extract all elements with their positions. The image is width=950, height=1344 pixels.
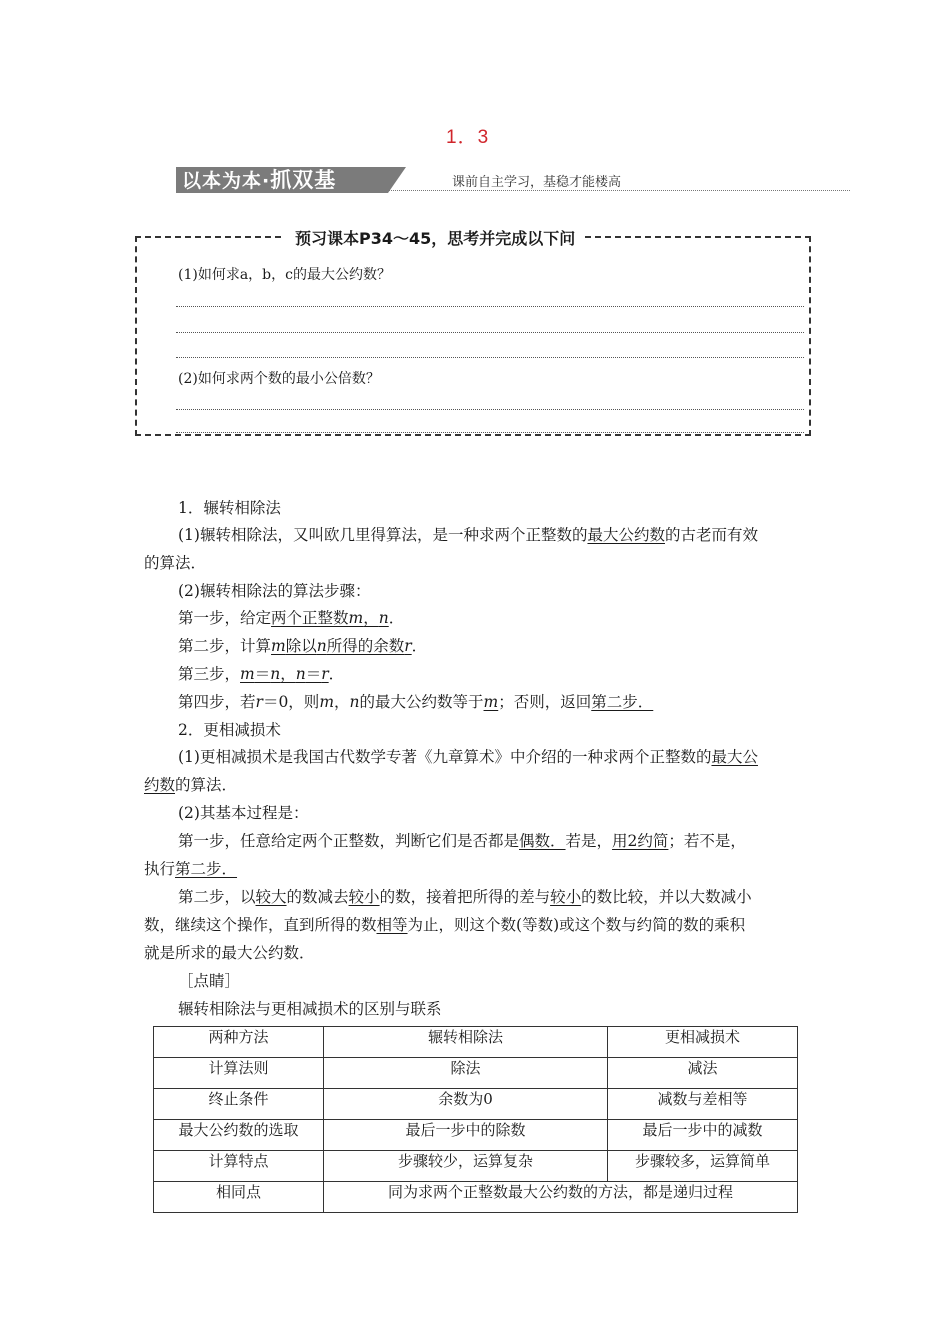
table-row	[154, 1058, 798, 1089]
text: 第四步，若	[178, 693, 256, 711]
text: 执行	[144, 860, 176, 878]
table-header-cell: 更相减损术	[608, 1027, 798, 1058]
text: ；若不是，	[668, 832, 746, 850]
answer-line	[176, 332, 804, 333]
paragraph	[178, 746, 758, 768]
variable: r	[404, 637, 412, 655]
answer-line	[176, 306, 804, 307]
table-row	[154, 1151, 798, 1182]
text: 所得的余数	[326, 637, 405, 655]
banner-title-b: 抓双基	[270, 168, 337, 192]
text: 除以	[285, 637, 317, 655]
heading-subtraction: 2．更相减损术	[178, 721, 281, 739]
preview-question-1: (1)如何求a，b，c的最大公约数？	[178, 267, 391, 283]
table-cell: 相同点	[154, 1182, 324, 1213]
text: 的数比较，并以大数减小	[581, 888, 752, 906]
text: ，	[334, 693, 350, 711]
table-cell: 减数与差相等	[608, 1089, 798, 1120]
step-line	[178, 830, 746, 852]
answer-underlined: 用2约简	[612, 832, 669, 850]
variable: m	[271, 637, 286, 655]
paragraph	[144, 774, 237, 796]
answer-underlined: 第二步．	[591, 693, 654, 711]
section-number: 1．3	[446, 127, 490, 148]
preview-title: 预习课本P34～45，思考并完成以下问	[285, 226, 585, 249]
variable: r	[255, 693, 263, 711]
text: 第二步，计算	[178, 637, 272, 655]
answer-underlined: 最大公	[711, 748, 758, 766]
paragraph: (2)辗转相除法的算法步骤：	[178, 582, 371, 600]
text: 第一步，任意给定两个正整数，判断它们是否都是	[178, 832, 520, 850]
table-cell: 最大公约数的选取	[154, 1120, 324, 1151]
step-line	[144, 914, 745, 936]
text: 第一步，给定	[178, 609, 272, 627]
text: 第三步，	[178, 665, 241, 683]
variable: m	[319, 693, 335, 711]
table-cell: 减法	[608, 1058, 798, 1089]
step-line: 就是所求的最大公约数．	[144, 944, 315, 962]
step-line	[178, 607, 404, 629]
text: ．	[388, 609, 405, 627]
answer-underlined: 较大	[255, 888, 287, 906]
variable: m	[483, 693, 499, 711]
answer-underlined	[271, 637, 412, 655]
step-line	[178, 635, 427, 657]
text: 第二步，以	[178, 888, 256, 906]
text: 若是，	[565, 832, 613, 850]
answer-underlined	[271, 609, 389, 627]
variable: n	[316, 637, 327, 655]
table-cell: 最后一步中的除数	[324, 1120, 608, 1151]
answer-underlined: 较小	[550, 888, 582, 906]
step-line	[178, 691, 653, 713]
table-row	[154, 1120, 798, 1151]
table-cell: 最后一步中的减数	[608, 1120, 798, 1151]
comparison-table	[153, 1026, 798, 1213]
table-row	[154, 1182, 798, 1213]
heading-euclid: 1．辗转相除法	[178, 499, 281, 517]
table-cell: 余数为0	[324, 1089, 608, 1120]
text: ，	[280, 665, 296, 683]
text: ．	[328, 665, 345, 683]
paragraph: (2)其基本过程是：	[178, 804, 309, 822]
table-header-row	[154, 1027, 798, 1058]
answer-line	[176, 432, 804, 433]
text: 的最大公约数等于	[359, 693, 484, 711]
text: 数，继续这个操作，直到所得的数	[144, 916, 377, 934]
text: (1)更相减损术是我国古代数学专著《九章算术》中介绍的一种求两个正整数的	[178, 748, 712, 766]
table-header-cell: 辗转相除法	[324, 1027, 608, 1058]
table-cell: 步骤较多，运算简单	[608, 1151, 798, 1182]
paragraph: 的算法．	[144, 554, 207, 572]
section-banner	[176, 167, 388, 193]
table-cell: 计算法则	[154, 1058, 324, 1089]
answer-underlined: 相等	[376, 916, 408, 934]
table-cell: 终止条件	[154, 1089, 324, 1120]
answer-underlined: 最大公约数	[587, 526, 665, 544]
answer-underlined: 较小	[348, 888, 380, 906]
variable: r	[321, 665, 329, 683]
table-cell: 计算特点	[154, 1151, 324, 1182]
text: ＝0，则	[262, 693, 320, 711]
note-label: ［点睛］	[178, 972, 241, 990]
answer-underlined: 第二步．	[175, 860, 238, 878]
variable: m	[348, 609, 364, 627]
table-cell: 步骤较少，运算复杂	[324, 1151, 608, 1182]
text: 为止，则这个数(等数)或这个数与约简的数的乘积	[407, 916, 746, 934]
text: (1)辗转相除法，又叫欧几里得算法，是一种求两个正整数的	[178, 526, 588, 544]
answer-underlined: 约数	[144, 776, 176, 794]
step-line	[178, 663, 344, 685]
answer-line	[176, 409, 804, 410]
text: 的古老而有效	[664, 526, 758, 544]
text: ，	[363, 609, 379, 627]
answer-underlined: 偶数．	[519, 832, 566, 850]
variable: m	[240, 665, 255, 683]
variable: n	[295, 665, 306, 683]
variable: n	[270, 665, 281, 683]
banner-tagline: 课前自主学习，基稳才能楼高	[452, 175, 622, 190]
paragraph	[178, 524, 758, 546]
text: 两个正整数	[271, 609, 349, 627]
answer-underlined	[240, 665, 329, 683]
variable: n	[349, 693, 360, 711]
table-header-cell: 两种方法	[154, 1027, 324, 1058]
text: ．	[411, 637, 428, 655]
table-title: 辗转相除法与更相减损术的区别与联系	[178, 1000, 442, 1018]
text: 的数，接着把所得的差与	[379, 888, 551, 906]
banner-title-a: 以本为本·	[182, 170, 271, 192]
step-line	[178, 886, 752, 908]
table-cell: 除法	[324, 1058, 608, 1089]
preview-question-2: (2)如何求两个数的最小公倍数？	[178, 371, 380, 387]
step-line	[144, 858, 237, 880]
text: ＝	[254, 665, 271, 683]
table-cell: 同为求两个正整数最大公约数的方法，都是递归过程	[324, 1182, 798, 1213]
text: 的数减去	[286, 888, 349, 906]
variable: n	[378, 609, 389, 627]
text: ＝	[305, 665, 322, 683]
banner-wedge	[388, 167, 406, 193]
text: 的算法．	[175, 776, 238, 794]
answer-line	[176, 357, 804, 358]
text: ；否则，返回	[498, 693, 592, 711]
table-row	[154, 1089, 798, 1120]
